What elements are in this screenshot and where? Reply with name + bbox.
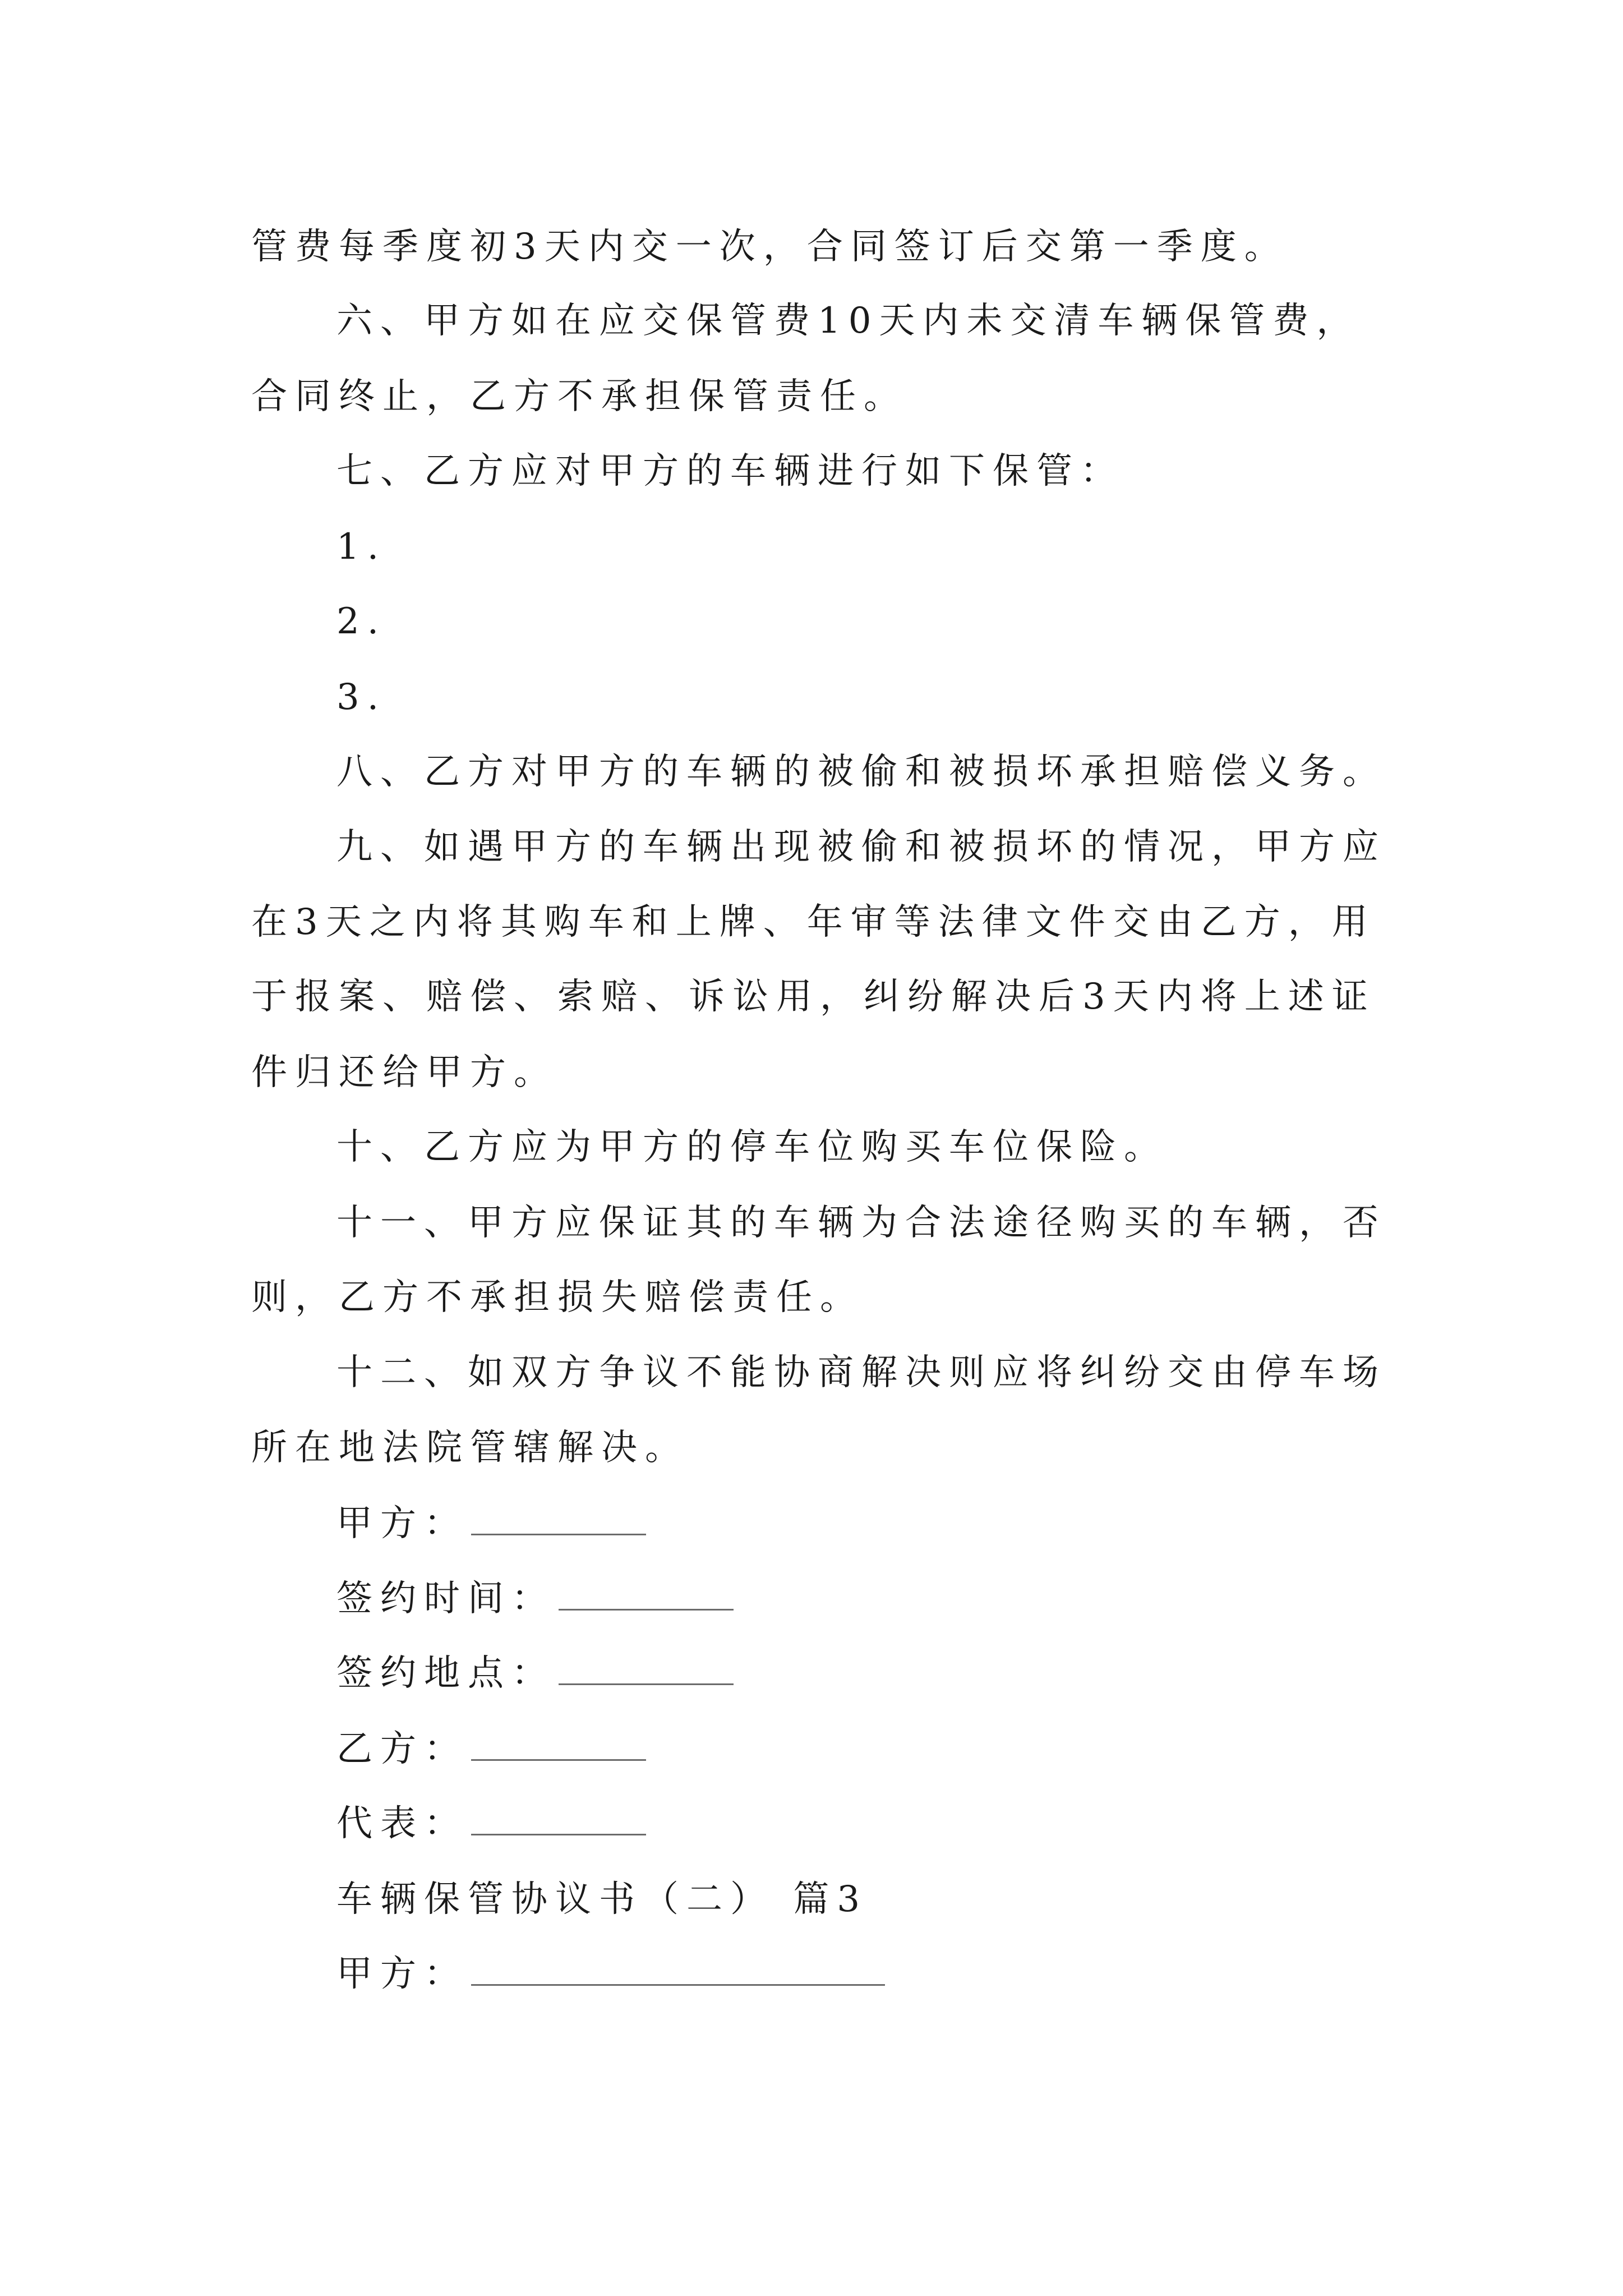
text-line: 合同终止，乙方不承担保管责任。 — [251, 376, 907, 417]
text-line: 则，乙方不承担损失赔偿责任。 — [251, 1277, 864, 1318]
text-line: 于报案、赔偿、索赔、诉讼用，纠纷解决后3天内将上述证 — [251, 976, 1376, 1018]
clause-8-line: 八、乙方对甲方的车辆的被偷和被损坏承担赔偿义务。 — [336, 751, 1386, 793]
signature-place — [336, 1651, 734, 1696]
section-heading: 车辆保管协议书（二） 篇3 — [336, 1879, 868, 1920]
signature-label: 签约地点： — [336, 1653, 555, 1694]
clause-12-line: 十二、如双方争议不能协商解决则应将纠纷交由停车场 — [336, 1352, 1386, 1393]
list-item-3: 3. — [336, 677, 387, 718]
signature-label: 签约时间： — [336, 1578, 555, 1619]
list-item-1: 1. — [336, 526, 387, 568]
signature-blank — [471, 1504, 646, 1535]
signature-blank — [471, 1955, 885, 1986]
clause-10-line: 十、乙方应为甲方的停车位购买车位保险。 — [336, 1126, 1168, 1168]
clause-9-line: 九、如遇甲方的车辆出现被偷和被损坏的情况，甲方应 — [336, 826, 1386, 868]
signature-date — [336, 1576, 734, 1621]
clause-7-line: 七、乙方应对甲方的车辆进行如下保管： — [336, 450, 1124, 492]
signature-representative — [336, 1801, 646, 1846]
next-party-a — [336, 1952, 885, 1996]
text-line: 所在地法院管辖解决。 — [251, 1427, 689, 1469]
text-line: 在3天之内将其购车和上牌、年审等法律文件交由乙方，用 — [251, 901, 1376, 943]
signature-party-b — [336, 1727, 646, 1772]
signature-label: 乙方： — [336, 1728, 468, 1770]
signature-blank — [471, 1730, 646, 1761]
signature-label: 甲方： — [336, 1503, 468, 1544]
signature-blank — [559, 1580, 734, 1611]
signature-label: 代表： — [336, 1803, 468, 1844]
signature-party-a — [336, 1501, 646, 1546]
signature-blank — [559, 1654, 734, 1685]
signature-blank — [471, 1805, 646, 1835]
clause-11-line: 十一、甲方应保证其的车辆为合法途径购买的车辆，否 — [336, 1202, 1386, 1244]
clause-6-line: 六、甲方如在应交保管费10天内未交清车辆保管费， — [336, 300, 1361, 342]
signature-label: 甲方： — [336, 1953, 468, 1995]
list-item-2: 2. — [336, 601, 387, 642]
text-line: 管费每季度初3天内交一次，合同签订后交第一季度。 — [251, 226, 1288, 268]
text-line: 件归还给甲方。 — [251, 1052, 557, 1093]
